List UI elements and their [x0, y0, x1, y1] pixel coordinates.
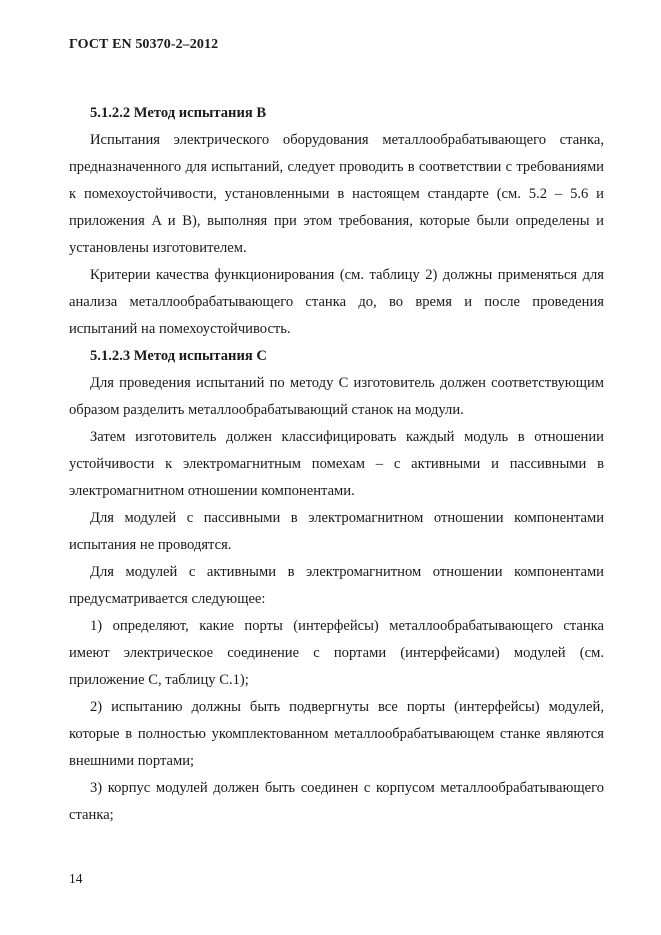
paragraph: Для модулей с пассивными в электромагнитном отношении компонентами испытания не проводятся. [69, 510, 604, 553]
section-heading-5-1-2-2: 5.1.2.2 Метод испытания B [90, 105, 267, 121]
list-item: 2) испытанию должны быть подвергнуты все порты (интерфейсы) модулей, которые в полностью укомплектованном металлообрабатывающем станке являются внешними портами; [69, 699, 604, 769]
section-heading-5-1-2-3: 5.1.2.3 Метод испытания C [90, 348, 267, 364]
list-item: 3) корпус модулей должен быть соединен с корпусом металлообрабатывающего станка; [69, 780, 604, 823]
paragraph: Испытания электрического оборудования металлообрабатывающего станка, предназначенного для испытаний, следует проводить в соответствии с требованиями к помехоустойчивости, установленными в настоящем стандарте (см. 5.2 – 5.6 и приложения A и B), выполняя при этом требования, которые были определены и установлены изготовителем. [69, 132, 604, 256]
document-header: ГОСТ EN 50370-2–2012 [69, 37, 219, 52]
paragraph: Критерии качества функционирования (см. таблицу 2) должны применяться для анализа металлообрабатывающего станка до, во время и после проведения испытаний на помехоустойчивость. [69, 267, 604, 337]
paragraph: Затем изготовитель должен классифицировать каждый модуль в отношении устойчивости к электромагнитным помехам – с активными и пассивными в электромагнитном отношении компонентами. [69, 429, 604, 499]
paragraph: Для проведения испытаний по методу C изготовитель должен соответствующим образом разделить металлообрабатывающий станок на модули. [69, 375, 604, 418]
paragraph: Для модулей с активными в электромагнитном отношении компонентами предусматривается следующее: [69, 564, 604, 607]
list-item: 1) определяют, какие порты (интерфейсы) металлообрабатывающего станка имеют электрическое соединение с портами (интерфейсами) модулей (см. приложение C, таблицу C.1); [69, 618, 604, 688]
page-number: 14 [69, 871, 83, 886]
document-body [69, 100, 604, 829]
